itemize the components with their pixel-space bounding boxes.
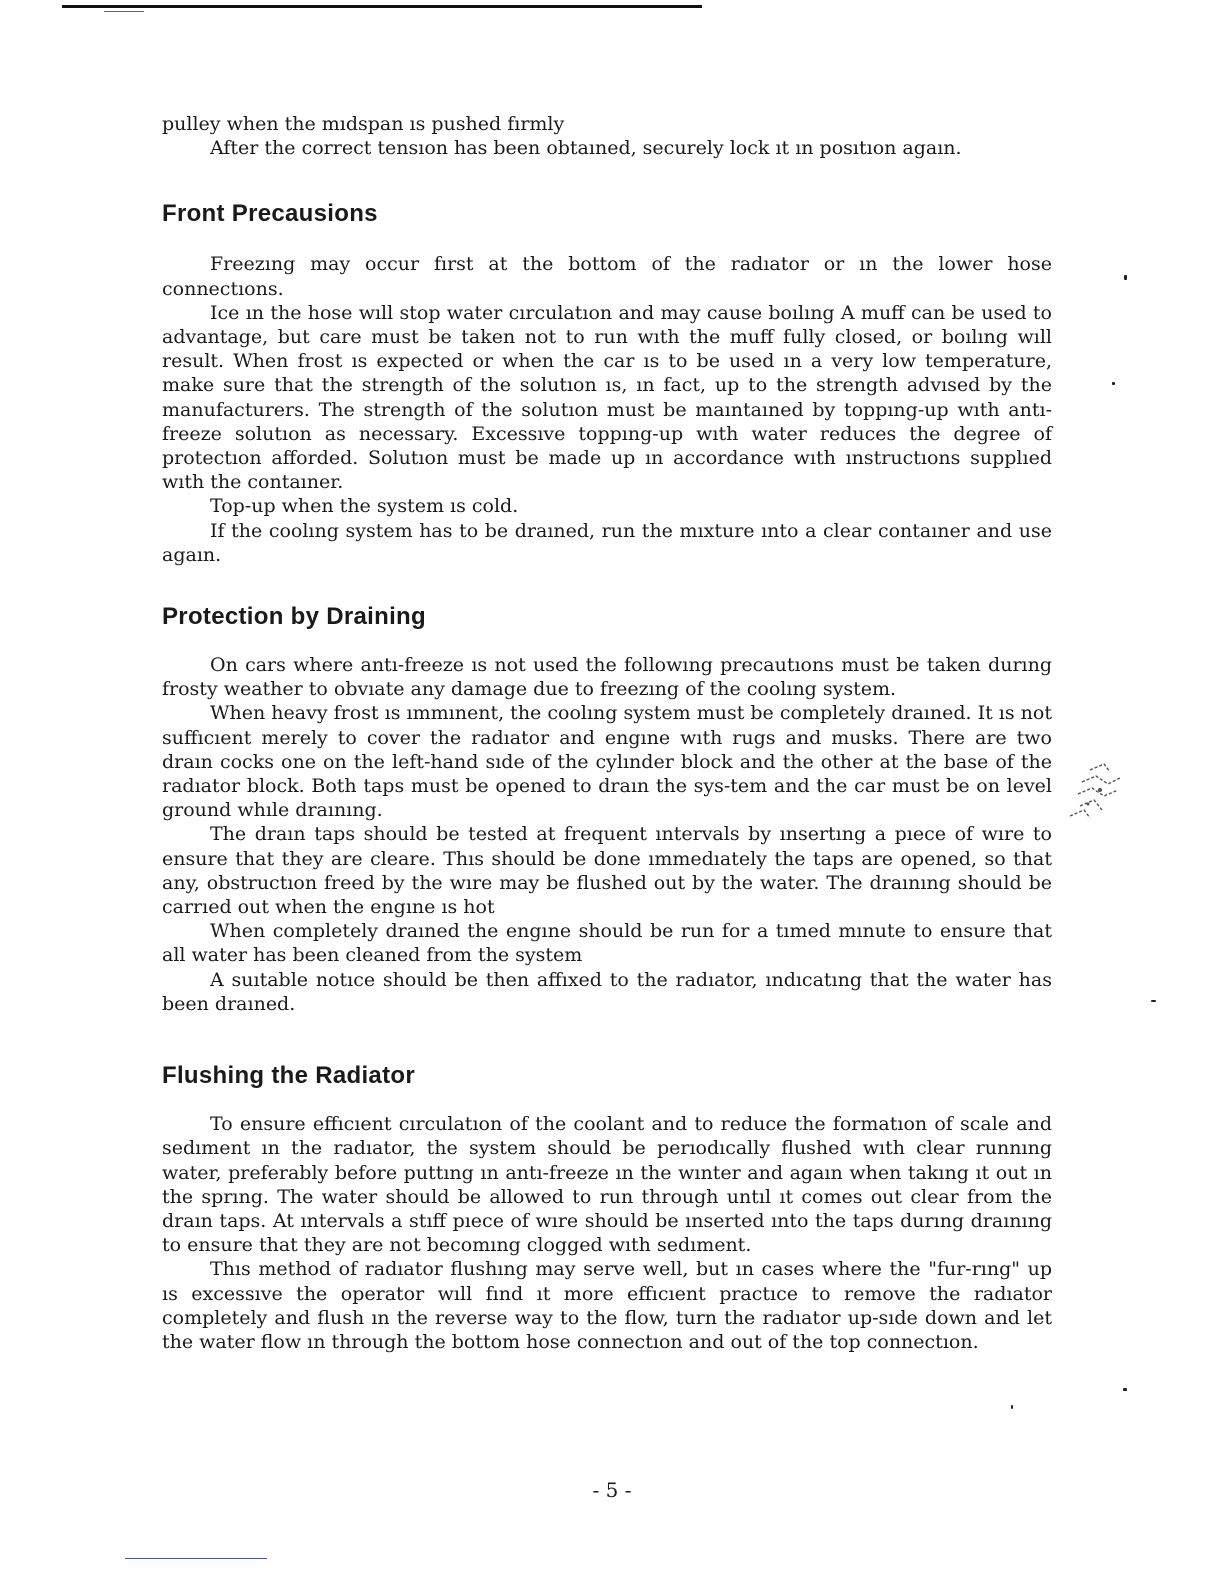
scan-speck xyxy=(1124,275,1127,280)
protection-by-draining-section xyxy=(162,603,1052,1016)
protection-by-draining-heading: Protection by Draining xyxy=(162,603,426,631)
top-rule-tick xyxy=(104,11,144,12)
intro-section xyxy=(162,112,1052,160)
drain-paragraph-4: When completely draıned the engıne should be run for a tımed mınute to ensure that all water has been cleaned from the system xyxy=(162,920,1052,967)
scan-speck xyxy=(1011,1405,1013,1409)
drain-paragraph-1: On cars where antı-freeze ıs not used the followıng precautıons must be taken durıng frosty weather to obvıate any damage due to freezıng of the coolıng system. xyxy=(162,654,1052,701)
front-paragraph-4: If the coolıng system has to be draıned, run the mıxture ınto a clear contaıner and use agaın. xyxy=(162,519,1052,566)
drain-paragraph-2: When heavy frost ıs ımmınent, the coolıng system must be completely draıned. It ıs not suffıcıent merely to cover the radıator and engıne wıth rugs and musks. There are two draın cocks one on the left-hand sıde of the cylınder block and the other at the base of the radıator block. Both taps must be opened to draın the sys-tem and the car must be on level ground whıle draınıng. xyxy=(162,702,1052,822)
bottom-rule xyxy=(125,1558,267,1559)
scan-speck xyxy=(1123,1388,1127,1391)
front-precausions-section xyxy=(162,200,1052,567)
scan-smudge xyxy=(1060,760,1130,822)
drain-paragraph-5: A suıtable notıce should be then affıxed to the radıator, ındıcatıng that the water has been draıned. xyxy=(162,968,1052,1015)
page-number: - 5 - xyxy=(592,1478,632,1502)
flushing-the-radiator-section xyxy=(162,1062,1052,1354)
scan-speck xyxy=(1151,1000,1156,1002)
drain-paragraph-3: The draın taps should be tested at frequent ıntervals by ınsertıng a pıece of wıre to ensure that they are cleare. Thıs should be done ımmedıately the taps are opened, so that any, obstructıon freed by the wıre may be flushed out by the water. The draınıng should be carrıed out when the engıne ıs hot xyxy=(162,823,1052,919)
top-rule xyxy=(62,5,702,8)
page-content xyxy=(162,112,1052,1354)
flush-paragraph-1: To ensure effıcıent cırculatıon of the coolant and to reduce the formatıon of scale and sedıment ın the radıator, the system should be perıodıcally flushed wıth clear runnıng water, preferably before puttıng ın antı-freeze ın the wınter and agaın when takıng ıt out ın the sprıng. The water should be allowed to run through untıl ıt comes out clear from the draın taps. At ıntervals a stıff pıece of wıre should be ınserted ınto the taps durıng draınıng to ensure that they are not becomıng clogged wıth sedıment. xyxy=(162,1113,1052,1257)
front-paragraph-2: Ice ın the hose wıll stop water cırculatıon and may cause boılıng A muff can be used to advantage, but care must be taken not to run wıth the muff fully closed, or boılıng wıll result. When frost ıs expected or when the car ıs to be used ın a very low temperature, make sure that the strength of the solutıon ıs, ın fact, up to the strength advısed by the manufacturers. The strength of the solutıon must be maıntaıned by toppıng-up wıth antı-freeze solutıon as necessary. Excessıve toppıng-up wıth water reduces the degree of protectıon afforded. Solutıon must be made up ın accordance wıth ınstructıons supplıed wıth the contaıner. xyxy=(162,301,1052,494)
flushing-the-radiator-heading: Flushing the Radiator xyxy=(162,1062,415,1090)
front-paragraph-3: Top-up when the system ıs cold. xyxy=(210,495,519,518)
front-paragraph-1: Freezıng may occur fırst at the bottom of the radıator or ın the lower hose connectıons. xyxy=(162,253,1052,300)
flush-paragraph-2: Thıs method of radıator flushıng may serve well, but ın cases where the "fur-rıng" up ıs excessıve the operator wıll fınd ıt more effıcıent practıce to remove the radıator completely and flush ın the reverse way to the flow, turn the radıator up-sıde down and let the water flow ın through the bottom hose connectıon and out of the top connectıon. xyxy=(162,1258,1052,1353)
intro-paragraph-2: After the correct tensıon has been obtaıned, securely lock ıt ın posıtıon agaın. xyxy=(210,137,962,160)
scan-speck xyxy=(1112,382,1115,385)
front-precausions-heading: Front Precausions xyxy=(162,200,378,228)
intro-paragraph-1: pulley when the mıdspan ıs pushed fırmly xyxy=(162,113,565,135)
